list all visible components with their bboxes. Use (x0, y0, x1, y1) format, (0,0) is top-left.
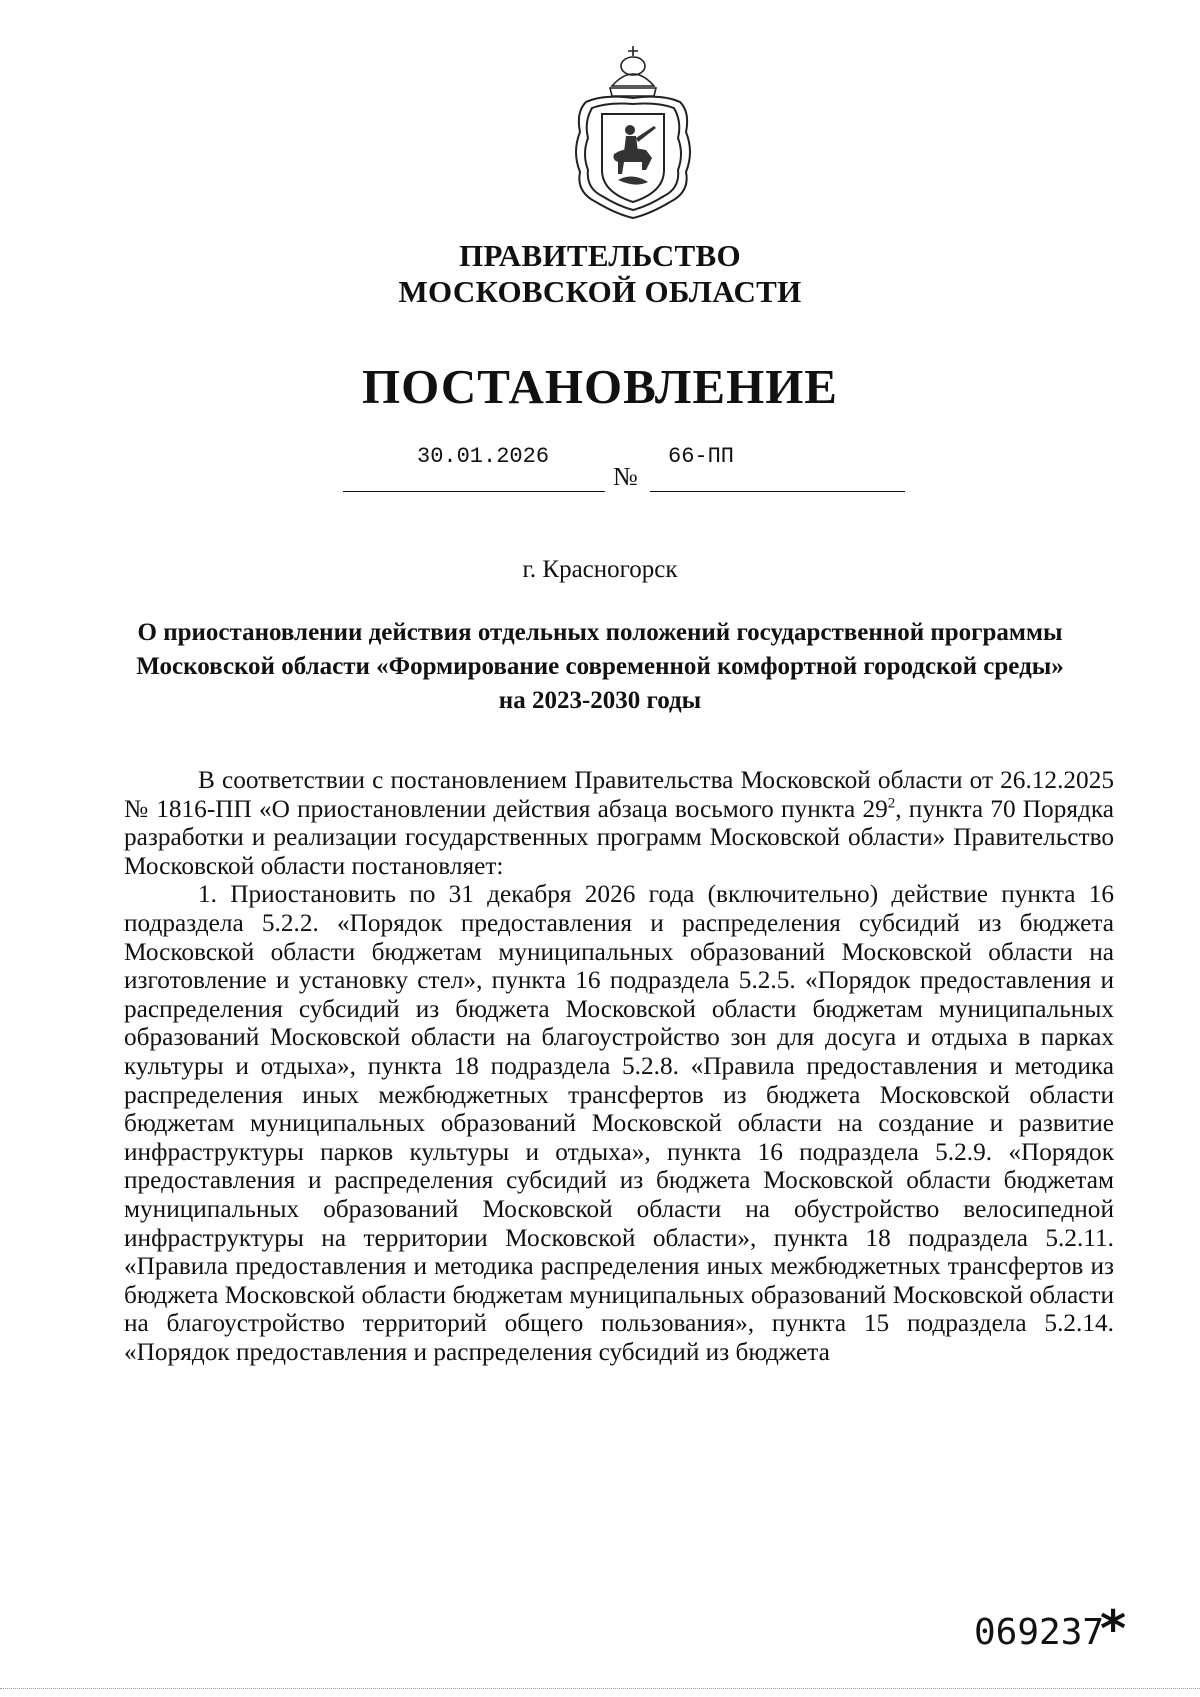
document-date: 30.01.2026 (417, 444, 550, 469)
coat-of-arms-emblem (566, 42, 700, 222)
number-sign: № (613, 462, 638, 491)
org-title-line1: ПРАВИТЕЛЬСТВО (459, 238, 741, 273)
city-name: г. Красногорск (522, 556, 678, 583)
date-underline (343, 491, 605, 492)
document-subject: О приостановлении действия отдельных положений государственной программы Московской области «Формирование современной комфортной городской среды» на 2023-2030 годы (136, 619, 1064, 714)
body-paragraph-1: В соответствии с постановлением Правительства Московской области от 26.12.2025 № 1816-ПП «О приостановлении действия абзаца восьмого пункта $29^2$, пункта 70 Порядка разработки и реализации государственных программ Московской области» Правительство Московской области постановляет: (124, 766, 1114, 880)
document-body (124, 766, 1114, 1366)
document-type-title: ПОСТАНОВЛЕНИЕ (362, 359, 838, 414)
document-number: 66-ПП (668, 444, 735, 469)
superscript: 2 (887, 795, 896, 812)
scan-edge-line (0, 1688, 1200, 1689)
number-underline (650, 491, 905, 492)
serial-number-stamp: 069237 (974, 1612, 1105, 1653)
body-paragraph-2: 1. Приостановить по 31 декабря 2026 года (включительно) действие пункта 16 подраздела 5.2.2. «Порядок предоставления и распределения субсидий из бюджета Московской области бюджетам муниципальных образований Московской области на изготовление и установку стел», пункта 16 подраздела 5.2.5. «Порядок предоставления и распределения субсидий из бюджета Московской области бюджетам муниципальных образований Московской области на благоустройство зон для досуга и отдыха в парках культуры и отдыха», пункта 18 подраздела 5.2.8. «Правила предоставления и методика распределения иных межбюджетных трансфертов из бюджета Московской области бюджетам муниципальных образований Московской области на создание и развитие инфраструктуры парков культуры и отдыха», пункта 16 подраздела 5.2.9. «Порядок предоставления и распределения субсидий из бюджета Московской области бюджетам муниципальных образований Московской области на обустройство велосипедной инфраструктуры на территории Московской области», пункта 18 подраздела 5.2.11. «Правила предоставления и методика распределения иных межбюджетных трансфертов из бюджета Московской области бюджетам муниципальных образований Московской области на благоустройство территорий общего пользования», пункта 15 подраздела 5.2.14. «Порядок предоставления и распределения субсидий из бюджета (124, 880, 1114, 1366)
asterisk-mark: * (1100, 1600, 1127, 1658)
org-title-line2: МОСКОВСКОЙ ОБЛАСТИ (398, 274, 802, 309)
